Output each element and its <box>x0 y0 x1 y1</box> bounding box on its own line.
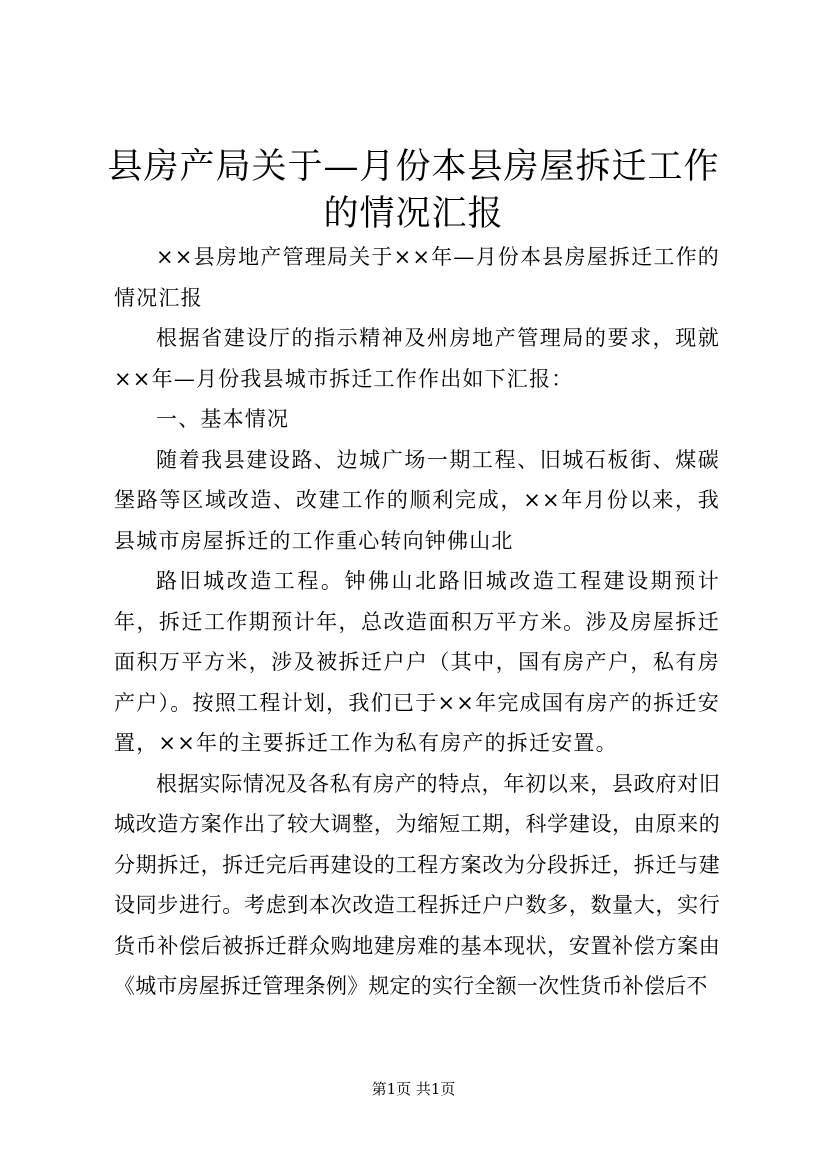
paragraph-intro: 根据省建设厅的指示精神及州房地产管理局的要求，现就××年—月份我县城市拆迁工作作出如下汇报： <box>114 326 720 391</box>
document-body <box>114 237 720 1007</box>
page-number-footer: 第1页 共1页 <box>371 1080 456 1098</box>
paragraph-project-scope: 路旧城改造工程。钟佛山北路旧城改造工程建设期预计年，拆迁工作期预计年，总改造面积万平方米。涉及房屋拆迁面积万平方米，涉及被拆迁户户（其中，国有房产户，私有房产户）。按照工程计划，我们已于××年完成国有房产的拆迁安置，××年的主要拆迁工作为私有房产的拆迁安置。 <box>114 569 720 755</box>
paragraph-heading-line: ××县房地产管理局关于××年—月份本县房屋拆迁工作的情况汇报 <box>114 245 720 310</box>
document-title: 县房产局关于—月份本县房屋拆迁工作的情况汇报 <box>107 147 720 234</box>
paragraph-compensation-plan: 根据实际情况及各私有房产的特点，年初以来，县政府对旧城改造方案作出了较大调整，为缩短工期，科学建设，由原来的分期拆迁，拆迁完后再建设的工程方案改为分段拆迁，拆迁与建设同步进行。考虑到本次改造工程拆迁户户数多，数量大，实行货币补偿后被拆迁群众购地建房难的基本现状，安置补偿方案由《城市房屋拆迁管理条例》规定的实行全额一次性货币补偿后不 <box>114 771 720 998</box>
section-heading-basic-situation: 一、基本情况 <box>156 407 290 431</box>
paragraph-background: 随着我县建设路、边城广场一期工程、旧城石板街、煤碳堡路等区域改造、改建工作的顺利完成，××年月份以来，我县城市房屋拆迁的工作重心转向钟佛山北 <box>114 447 720 553</box>
